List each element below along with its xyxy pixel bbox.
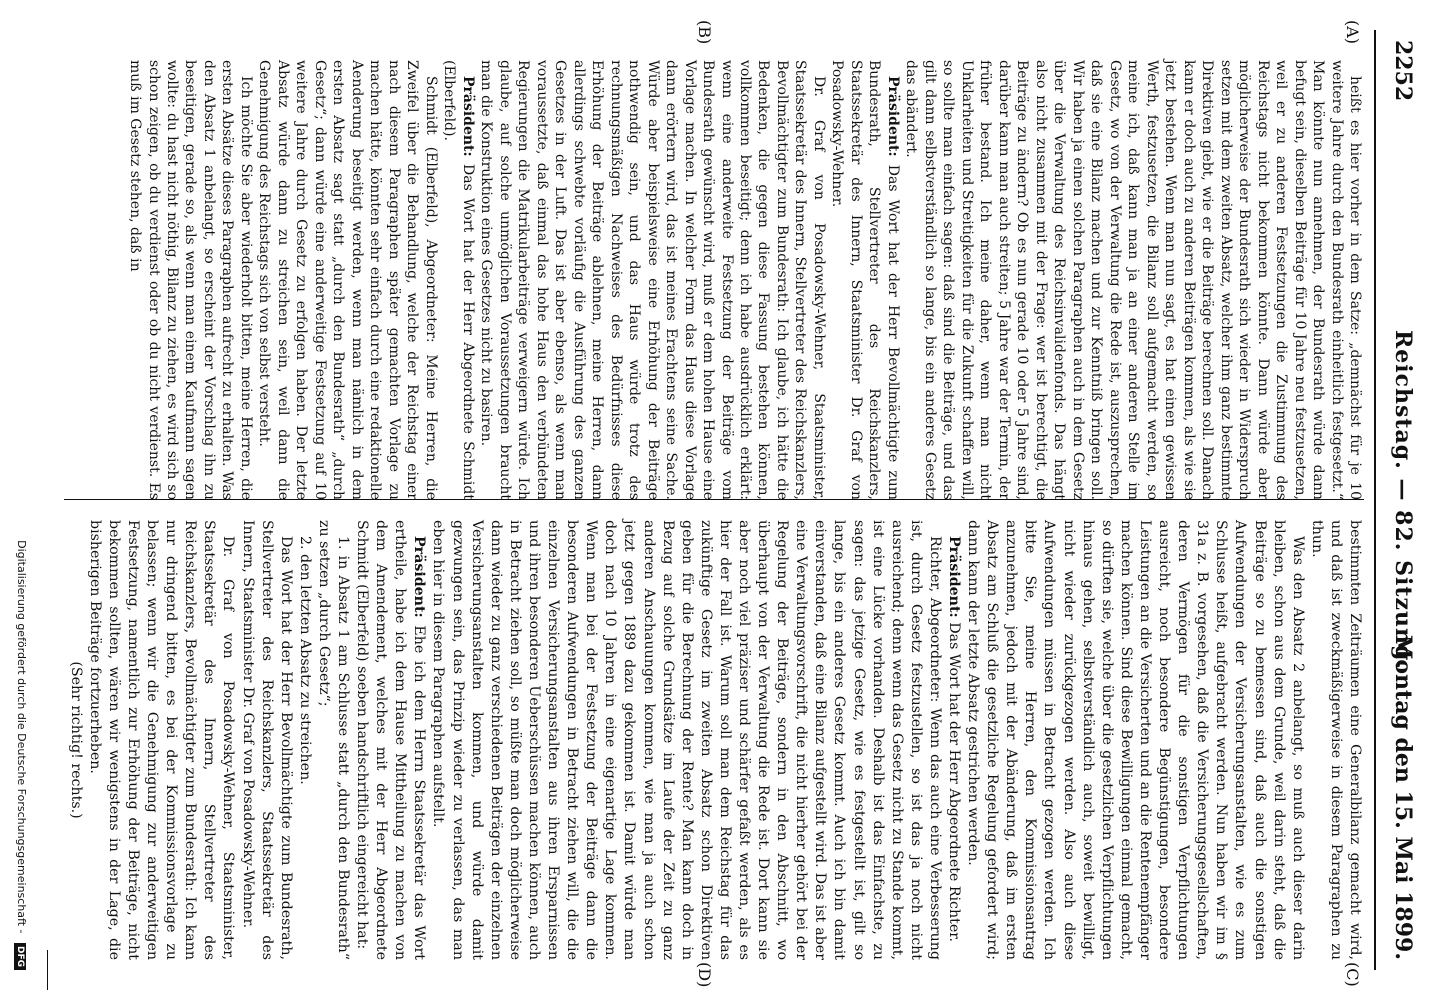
paragraph-text: Das Wort hat der Herr Bevollmächtigte zum Bundesrath, Stellvertreter des Reichskanzlers, Staatssekretär des Innern, Staatsminister Dr. Graf von Posadowsky-Wehner. [239,520,294,960]
paragraph-text: Schmidt (Elberfeld), Abgeordneter: Meine Herren, die Zweifel über die Behandlung, welche der Reichstag einer nach diesem Paragraphen später gemachten Vorlage zu machen hätte, könnten sehr einfach durch eine redaktionelle Aenderung beseitigt werden, wenn man nämlich in dem ersten Absatz sagt statt „durch den Bundesrath“ „durch Gesetz“; dann würde eine anderweitige Festsetzung auf 10 weitere Jahre durch Gesetz zu erfolgen haben. Der letzte Absatz würde dann zu streichen sein, weil dann die Genehmigung des Reichstags sich von selbst versteht. [256,60,439,500]
speaker-label: Präsident: [411,536,428,618]
page-number: 2252 [1390,40,1416,102]
header-rule [1374,30,1376,970]
paragraph [902,60,1364,500]
digitization-footer [14,0,28,1000]
left-column [126,60,1364,500]
paragraph [314,520,352,960]
paragraph [255,60,440,500]
paragraph-text: (Sehr richtig! rechts.) [67,661,84,819]
paragraph-text: Das Wort hat der Herr Bevollmächtigte zum Bundesrath, Stellvertreter des Reichskanzlers, Staatssekretär des Innern, Staatsminister Dr. Graf von Posadowsky-Wehner. [829,60,901,500]
paragraph-text: bestimmten Zeiträumen eine Generalbilanz gemacht wird, und daß ist zweckmäßigerweise in diesem Paragraphen zu thun. [1308,520,1363,960]
paragraph [352,520,428,960]
paragraph-text: Ich möchte Sie aber wiederholt bitten, meine Herren, die ersten Absätze dieses Paragraphen aufrecht zu erhalten. Was den Absatz 1 anbelangt, so erscheint der Vorschlag ihn zu beseitigen, gerade so, als wenn man einem Kaufmann sagen wollte: du hast nicht nöthig, Bilanz zu ziehen, es wird sich so schon zeigen, ob du verdienst oder ob du nicht verdienst. Es muß im Gesetz stehen, daß in [127,60,254,500]
paragraph-text: Was den Absatz 2 anbelangt, so muß auch dieser darin bleiben, schon aus dem Grunde, weil darin steht, daß die Beiträge so zu bemessen sind, daß auch die sonstigen Aufwendungen der Versicherungsanstalten, wie es zum Schlusse heißt, aufgebracht werden. Nun haben wir im § 31a z. B. vorgesehen, daß die Versicherungsgesellschaften, deren Vermögen für die sonstigen Verpflichtungen ausreicht, noch besondere Begünstigungen, besondere Leistungen an die Versicherten und an die Rentenempfänger machen können. Sind diese Bewilligungen einmal gemacht, so dürften sie, welche über die gesetzlichen Verpflichtungen hinaus gehen, selbstverständlich auch, soweit bewilligt, nicht wieder zurückgezogen werden. Also auch diese Aufwendungen müssen in Betracht gezogen werden. Ich bitte Sie, meine Herren, den Kommissionsantrag anzunehmen, jedoch mit der Abänderung, daß im ersten Absatz am Schluß die gesetzliche Regelung gefordert wird; dann kann der letzte Absatz gestrichen werden. [965,520,1306,960]
paragraph-text: 2. den letzten Absatz zu streichen. [296,536,313,785]
page-title: Reichstag. — 82. Sitzung. [1390,329,1416,671]
dfg-logo: DFG [14,943,26,970]
paragraph [477,60,828,500]
paragraph [66,520,85,960]
paragraph-text: Dr. Graf von Posadowsky-Wehner, Staatsminister, Staatssekretär des Innern, Stellvertreter des Reichskanzlers, Bevollmächtigter zum Bundesrath: Ich glaube, ich hätte die Bedenken, die gegen diese Fassung bestehen können, vollkommen beseitigt; denn ich habe ausdrücklich erklärt: wenn eine anderweite Festsetzung der Beiträge vom Bundesrath gewünscht wird, muß er dem hohen Hause eine Vorlage machen. In welcher Form das Haus diese Vorlage dann erörtern wird, das ist meines Erachtens seine Sache. Würde aber beispielsweise eine Erhöhung der Beiträge nothwendig sein, und das Haus würde trotz des rechnungsmäßigen Nachweises des Bedürfnisses diese Erhöhung der Beiträge ablehnen, meine Herren, dann allerdings schwebte vorläufig die Ausführung des ganzen Gesetzes in der Luft. Das ist aber ebenso, als wenn man voraussetzte, daß einmal das hohe Haus den verbündeten Regierungen die Matrikularbeiträge verweigern würde. Ich glaube, auf solche unmöglichen Voraussetzungen braucht man die Konstruktion eines Gesetzes nicht zu basiren. [478,60,827,500]
right-column [66,520,1364,960]
column-divider [64,499,1364,500]
paragraph [428,520,944,960]
paragraph-text: Ehe ich dem Herrn Staatssekretär das Wort ertheile, habe ich dem Hause Mittheilung zu machen von dem Amendement, welches mit der Herr Abgeordnete Schmidt (Elberfeld) soeben handschriftlich eingereicht hat: [354,520,428,960]
paragraph-text: Das Wort hat der Herr Abgeordnete Schmidt (Elberfeld). [441,60,476,500]
margin-marker-d: (D) [695,962,714,988]
margin-marker-a: (A) [1343,20,1362,45]
paragraph [85,520,238,960]
paragraph-text: 1. in Absatz 1 am Schlusse statt „durch den Bundesrath“ zu setzen „durch Gesetz“; [315,520,352,960]
paragraph [828,60,902,500]
paragraph [126,60,255,500]
speaker-label: Präsident: [946,536,963,618]
paragraph-text: Dr. Graf von Posadowsky-Wehner, Staatsminister, Staatssekretär des Innern, Stellvertreter des Reichskanzlers, Bevollmächtigter zum Bundesrath: Ich kann nur dringend bitten, es bei der Kommissionsvorlage zu belassen; wenn wir die Genehmigung zur anderweitigen Festsetzung, namentlich zur Erhöhung der Beiträge, nicht bekommen sollten, wären wir wenigstens in der Lage, die bisherigen Beiträge fortzuerheben. [86,520,237,960]
digitization-note: Digitalisierung gefördert durch die Deutsche Forschungsgemeinschaft - [15,540,28,934]
margin-marker-b: (B) [695,20,714,45]
speaker-label: Präsident: [884,76,901,157]
paragraph-text: Das Wort hat der Herr Abgeordnete Richter. [946,617,963,942]
paragraph [440,60,477,500]
margin-marker-c: (C) [1343,962,1362,987]
paragraph [295,520,314,960]
speaker-label: Präsident: [459,76,476,157]
paragraph-text: Richter, Abgeordneter: Wenn das auch eine Verbesserung ist, durch Gesetz festzustellen, so ist das ja noch nicht ausreichend; denn wenn das Gesetz nicht zu Stande kommt, ist eine Lücke vorhanden. Deshalb ist das Einfachste, zu sagen: das jetzige Gesetz, wie es festgestellt ist, gilt so lange, bis ein anderes Gesetz kommt. Auch ich bin damit einverstanden, daß eine Bilanz aufgestellt wird. Das ist aber eine Verwaltungsvorschrift, die nicht hierher gehört bei der Regelung der Beiträge, sondern in den Abschnitt, wo überhaupt von der Verwaltung die Rede ist. Dort kann sie aber noch viel präziser und schärfer gefaßt werden, als es hier der Fall ist. Warum soll man dem Reichstag für das zukünftige Gesetz im zweiten Absatz schon Direktiven geben für die Berechnung der Rente? Man kann doch in Bezug auf solche Grundsätze im Laufe der Zeit zu ganz anderen Anschauungen kommen, wie man ja auch schon jetzt gegen 1889 dazu gekommen ist. Damit würde man doch nach 10 Jahren in eine eigenartige Lage kommen. Wenn man bei der Festsetzung der Beiträge dann die besonderen Aufwendungen in Betracht ziehen will, die die einzelnen Versicherungsanstalten aus ihren Ersparnissen und ihren besonderen Ueberschüssen machen können, auch in Betracht ziehen soll, so müßte man doch möglicherweise dann wieder zu ganz verschiedenen Beiträgen der einzelnen Versicherungsanstalten kommen, und würde damit gezwungen sein, das Prinzip wieder zu verlassen, das man eben hier in diesem Paragraphen aufstellt. [430,520,943,960]
footer-rule [47,950,48,990]
paragraph-text: heißt es hier vorher in dem Satze: „demnächst für je 10 weitere Jahre durch den Bundesrath einheitlich festgesetzt.“ Man könnte nun annehmen, der Bundesrath würde dann befugt sein, dieselben Beiträge für 10 Jahre neu festzusetzen, weil er zu anderen Festsetzungen die Zustimmung des Reichstags nicht bekommen könnte. Dann würde aber möglicherweise der Bundesrath sich wieder in Widerspruch setzen mit dem zweiten Absatz, welcher ihm ganz bestimmte Direktiven giebt, wie er die Beiträge berechnen soll. Danach kann er doch auch zu anderen Beiträgen kommen, als wie sie jetzt bestehen. Wenn man nun sagt, es hat einen gewissen Werth, festzusetzen, die Bilanz soll aufgemacht werden, so meine ich, daß kann man ja an einer anderen Stelle im Gesetz, wo von der Verwaltung die Rede ist, auszusprechen, daß sie eine Bilanz machen und zur Kenntniß bringen soll. Wir haben ja einen solchen Paragraphen auch in dem Gesetz über die Verwaltung des Reichsinvalidenfonds. Das hängt also nicht zusammen mit der Frage: wer ist berechtigt, die Beiträge zu ändern? Ob es nun gerade 10 oder 5 Jahre sind, darüber kann man auch streiten; 5 Jahre war der Termin, der früher bestand. Ich meine daher, wenn man nicht Unklarheiten und Streitigkeiten für die Zukunft schaffen will, so sollte man einfach sagen: daß sind die Beiträge, und das gilt dann selbstverständlich so lange, bis ein anderes Gesetz das abändert. [903,60,1363,500]
paragraph [237,520,294,960]
paragraph [963,520,1307,960]
paragraph [944,520,963,960]
paragraph [1307,520,1364,960]
session-date: Montag den 15. Mai 1899. [1390,635,1416,960]
page-header [1382,40,1422,960]
